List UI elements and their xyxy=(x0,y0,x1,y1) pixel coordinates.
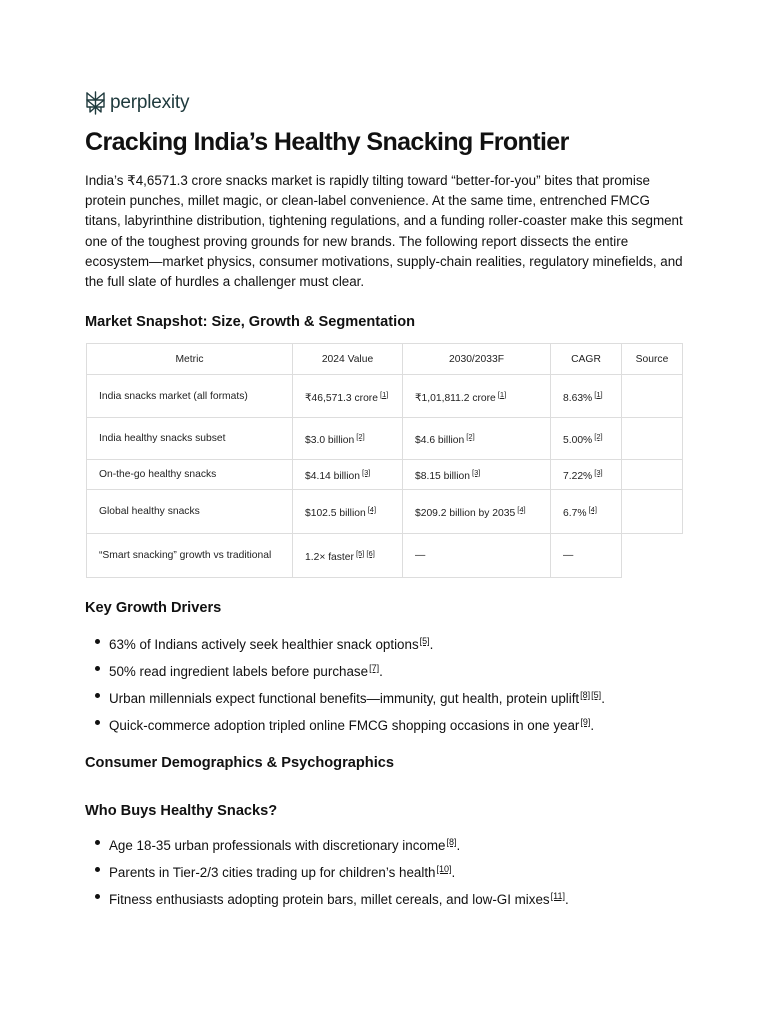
metric-cell-text: Global healthy snacks xyxy=(99,506,200,517)
cagr-cell-text: 6.7% xyxy=(563,508,587,519)
value-2024-cell xyxy=(293,490,403,534)
citation-link[interactable]: [6] xyxy=(366,549,375,558)
metric-cell xyxy=(87,490,293,534)
metric-cell xyxy=(87,460,293,490)
list-item-text: 63% of Indians actively seek healthier snack options xyxy=(109,637,419,652)
cagr-cell-text: 5.00% xyxy=(563,435,593,446)
source-cell xyxy=(622,375,683,418)
table-header-cell: 2030/2033F xyxy=(403,344,551,375)
citation-link[interactable]: [1] xyxy=(497,389,507,399)
intro-paragraph: India’s ₹4,6571.3 crore snacks market is rapidly tilting toward “better-for-you” bites that promise protein punches, millet magic, or clean-label convenience. At the same time, entrenched FMCG titans, labyrinthine distribution, tightening regulations, and a funding roller-coaster make this segment one of the toughest proving grounds for new brands. The following report dissects the entire ecosystem—market physics, consumer motivations, supply-chain realities, regulatory minefields, and the full slate of hurdles a challenger must clear. xyxy=(85,173,683,290)
value-forecast-cell xyxy=(403,418,551,460)
citation-link[interactable]: [10] xyxy=(436,864,452,874)
list-item-text: Urban millennials expect functional benefits—immunity, gut health, protein uplift xyxy=(109,691,580,706)
table-header-cell: CAGR xyxy=(551,344,622,375)
citation-link[interactable]: [4] xyxy=(367,505,377,514)
list-item-end: . xyxy=(429,637,434,652)
citation-link[interactable]: [8] xyxy=(580,690,591,700)
list-item-text: 50% read ingredient labels before purchase xyxy=(109,664,369,679)
source-cell xyxy=(622,460,683,490)
list-item-end: . xyxy=(456,838,461,853)
cagr-cell-text: 7.22% xyxy=(563,471,593,482)
value-forecast-cell-text: — xyxy=(415,550,426,561)
cagr-cell xyxy=(551,534,622,578)
section-heading-who-buys: Who Buys Healthy Snacks? xyxy=(85,803,278,819)
value-2024-cell xyxy=(293,534,403,578)
value-2024-cell-text: 1.2× faster xyxy=(305,552,354,563)
list-item-end: . xyxy=(379,664,383,679)
citation-link[interactable]: [5] xyxy=(355,549,365,558)
citation-link[interactable]: [3] xyxy=(471,468,481,477)
table-header-row xyxy=(87,344,683,375)
perplexity-logo-icon xyxy=(85,91,106,115)
who-buys-list xyxy=(85,832,569,913)
list-item xyxy=(85,712,605,739)
citation-link[interactable]: [8] xyxy=(446,837,457,847)
value-2024-cell xyxy=(293,375,403,418)
metric-cell xyxy=(87,534,293,578)
list-item xyxy=(85,832,569,859)
table-row xyxy=(87,375,683,418)
citation-link[interactable]: [1] xyxy=(379,389,389,399)
citation-link[interactable]: [9] xyxy=(580,717,591,727)
value-forecast-cell-text: $4.6 billion xyxy=(415,435,465,446)
brand-name: perplexity xyxy=(110,92,190,113)
list-item-end: . xyxy=(451,865,456,880)
source-cell xyxy=(622,490,683,534)
metric-cell xyxy=(87,375,293,418)
citation-link[interactable]: [3] xyxy=(594,468,603,477)
table-row xyxy=(87,418,683,460)
list-item-end: . xyxy=(590,718,595,733)
table-header-cell: 2024 Value xyxy=(293,344,403,375)
citation-link[interactable]: [11] xyxy=(550,891,565,901)
list-item-text: Parents in Tier-2/3 cities trading up for children’s health xyxy=(109,865,436,880)
list-item-text: Quick-commerce adoption tripled online FMCG shopping occasions in one year xyxy=(109,718,580,733)
list-item-text: Fitness enthusiasts adopting protein bars, millet cereals, and low-GI mixes xyxy=(109,892,550,907)
table-header-cell: Metric xyxy=(87,344,293,375)
citation-link[interactable]: [2] xyxy=(594,432,603,441)
value-2024-cell xyxy=(293,418,403,460)
citation-link[interactable]: [2] xyxy=(356,432,365,441)
market-snapshot-table xyxy=(86,343,683,578)
citation-link[interactable]: [7] xyxy=(369,663,380,673)
table-header-cell: Source xyxy=(622,344,683,375)
value-forecast-cell-text: ₹1,01,811.2 crore xyxy=(415,392,496,404)
cagr-cell xyxy=(551,460,622,490)
metric-cell-text: On-the-go healthy snacks xyxy=(99,469,217,480)
list-item xyxy=(85,859,569,886)
value-2024-cell-text: $3.0 billion xyxy=(305,435,355,446)
value-2024-cell-text: $4.14 billion xyxy=(305,471,360,482)
table-row xyxy=(87,490,683,534)
metric-cell-text: “Smart snacking” growth vs traditional xyxy=(99,550,272,561)
brand-header xyxy=(85,90,189,116)
citation-link[interactable]: [5] xyxy=(419,636,430,646)
metric-cell xyxy=(87,418,293,460)
list-item xyxy=(85,631,605,658)
citation-link[interactable]: [5] xyxy=(591,690,602,700)
list-item xyxy=(85,658,605,685)
cagr-cell-text: 8.63% xyxy=(563,392,593,404)
growth-drivers-list xyxy=(85,631,605,739)
section-heading-demographics: Consumer Demographics & Psychographics xyxy=(85,755,394,771)
metric-cell-text: India snacks market (all formats) xyxy=(99,390,248,402)
value-forecast-cell xyxy=(403,490,551,534)
section-heading-snapshot: Market Snapshot: Size, Growth & Segmentation xyxy=(85,314,416,330)
value-forecast-cell-text: $209.2 billion by 2035 xyxy=(415,508,516,519)
value-2024-cell-text: $102.5 billion xyxy=(305,508,366,519)
list-item-end: . xyxy=(564,892,569,907)
cagr-cell xyxy=(551,375,622,418)
value-forecast-cell-text: $8.15 billion xyxy=(415,471,470,482)
cagr-cell xyxy=(551,418,622,460)
section-heading-drivers: Key Growth Drivers xyxy=(85,600,222,616)
list-item-text: Age 18-35 urban professionals with discretionary income xyxy=(109,838,446,853)
metric-cell-text: India healthy snacks subset xyxy=(99,433,226,444)
page-title: Cracking India’s Healthy Snacking Frontier xyxy=(85,128,569,156)
cagr-cell xyxy=(551,490,622,534)
table-row xyxy=(87,460,683,490)
cagr-cell-text: — xyxy=(563,550,574,561)
list-item xyxy=(85,886,569,913)
table-row xyxy=(87,534,683,578)
source-cell xyxy=(622,534,683,578)
citation-link[interactable]: [1] xyxy=(594,389,603,399)
value-forecast-cell xyxy=(403,460,551,490)
value-forecast-cell xyxy=(403,375,551,418)
list-item xyxy=(85,685,605,712)
value-2024-cell-text: ₹46,571.3 crore xyxy=(305,392,378,404)
source-cell xyxy=(622,418,683,460)
value-forecast-cell xyxy=(403,534,551,578)
citation-link[interactable]: [4] xyxy=(588,505,597,514)
citation-link[interactable]: [4] xyxy=(517,505,526,514)
citation-link[interactable]: [3] xyxy=(361,468,371,477)
citation-link[interactable]: [2] xyxy=(466,432,475,441)
value-2024-cell xyxy=(293,460,403,490)
list-item-end: . xyxy=(601,691,605,706)
